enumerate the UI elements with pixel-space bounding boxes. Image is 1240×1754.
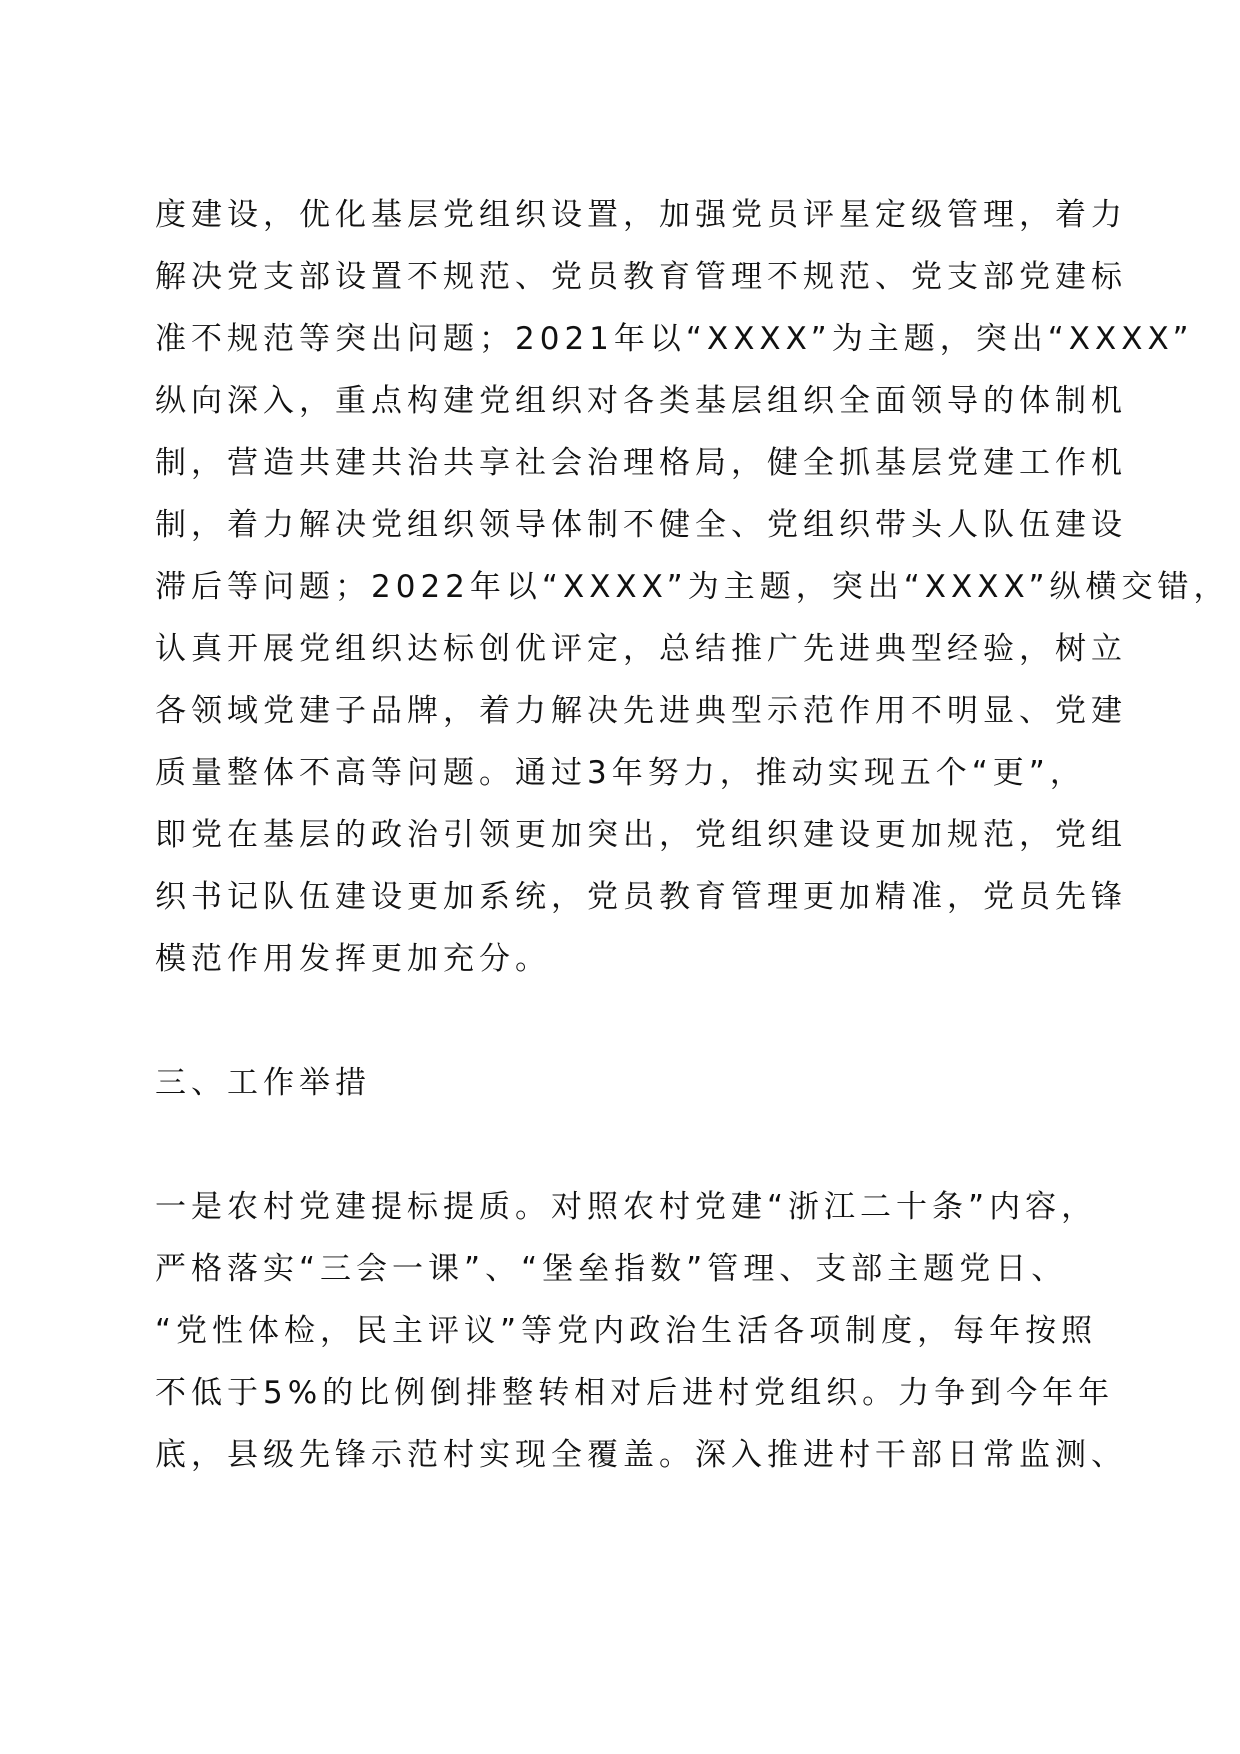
paragraph-1-line-5: 制，营造共建共治共享社会治理格局，健全抓基层党建工作机 <box>155 445 1127 481</box>
paragraph-1-line-11: 即党在基层的政治引领更加突出，党组织建设更加规范，党组 <box>155 817 1127 853</box>
section-heading: 三、工作举措 <box>155 1065 371 1101</box>
paragraph-1-line-10: 质量整体不高等问题。通过3年努力，推动实现五个“更”， <box>155 755 1086 791</box>
paragraph-1-line-13: 模范作用发挥更加充分。 <box>155 941 551 977</box>
paragraph-1-line-3: 准不规范等突出问题；2021年以“XXXX”为主题，突出“XXXX” <box>155 321 1194 357</box>
paragraph-2-line-4: 不低于5%的比例倒排整转相对后进村党组织。力争到今年年 <box>155 1375 1115 1411</box>
paragraph-1-line-4: 纵向深入，重点构建党组织对各类基层组织全面领导的体制机 <box>155 383 1127 419</box>
paragraph-2-line-2: 严格落实“三会一课”、“堡垒指数”管理、支部主题党日、 <box>155 1251 1068 1287</box>
paragraph-1-line-8: 认真开展党组织达标创优评定，总结推广先进典型经验，树立 <box>155 631 1127 667</box>
paragraph-1-line-2: 解决党支部设置不规范、党员教育管理不规范、党支部党建标 <box>155 259 1127 295</box>
paragraph-2-line-5: 底，县级先锋示范村实现全覆盖。深入推进村干部日常监测、 <box>155 1437 1127 1473</box>
paragraph-1-line-12: 织书记队伍建设更加系统，党员教育管理更加精准，党员先锋 <box>155 879 1127 915</box>
paragraph-1-line-9: 各领域党建子品牌，着力解决先进典型示范作用不明显、党建 <box>155 693 1127 729</box>
paragraph-2-line-1: 一是农村党建提标提质。对照农村党建“浙江二十条”内容， <box>155 1189 1098 1225</box>
paragraph-2-line-3: “党性体检，民主评议”等党内政治生活各项制度，每年按照 <box>155 1313 1098 1349</box>
paragraph-1-line-6: 制，着力解决党组织领导体制不健全、党组织带头人队伍建设 <box>155 507 1127 543</box>
paragraph-1-line-7: 滞后等问题；2022年以“XXXX”为主题，突出“XXXX”纵横交错， <box>155 569 1230 605</box>
paragraph-1-line-1: 度建设，优化基层党组织设置，加强党员评星定级管理，着力 <box>155 197 1127 233</box>
